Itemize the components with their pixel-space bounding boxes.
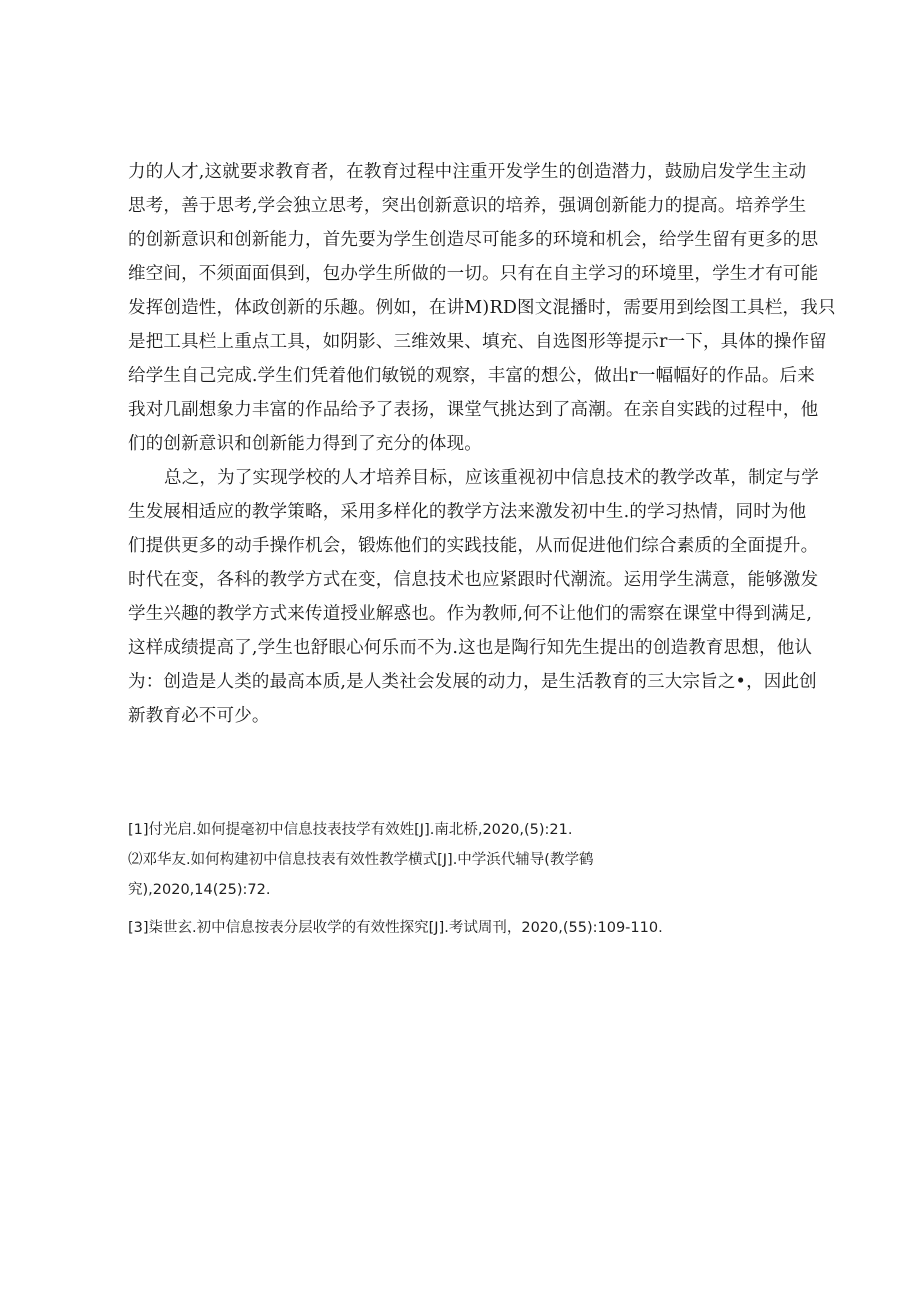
text-line: 学生兴趣的教学方式来传道授业解惑也。作为教师,何不让他们的需察在课堂中得到满足, xyxy=(128,604,813,624)
text-line: 是把工具栏上重点工具，如阴影、三维效果、填充、自选图形等提示r一下，具体的操作留 xyxy=(128,332,827,352)
text-line: 总之，为了实现学校的人才培养目标，应该重视初中信息技术的教学改革，制定与学 xyxy=(164,468,819,488)
text-line: 的创新意识和创新能力，首先要为学生创造尽可能多的环境和机会，给学生留有更多的思 xyxy=(128,230,819,250)
reference-item-2: ⑵邓华友.如何构建初中信息技表有效性教学横式[J].中学浜代辅导(教学鹤 xyxy=(128,852,594,868)
text-line: 我对几副想象力丰富的作品给予了表扬，课堂气挑达到了高潮。在亲自实践的过程中，他 xyxy=(128,400,819,420)
text-line: 发挥创造性，体政创新的乐趣。例如，在讲M)RD图文混播时，需要用到绘图工具栏，我只 xyxy=(128,298,836,318)
text-line: 时代在变，各科的教学方式在变，信息技术也应紧跟时代潮流。运用学生满意，能够激发 xyxy=(128,570,819,590)
text-line: 力的人才,这就要求教育者，在教育过程中注重开发学生的创造潜力，鼓励启发学生主动 xyxy=(128,162,807,182)
reference-item-1: [1]付光启.如何提毫初中信息技表技学有效姓[J].南北桥,2020,(5):21. xyxy=(128,822,573,838)
text-line: 维空间，不须面面俱到，包办学生所做的一切。只有在自主学习的环境里，学生才有可能 xyxy=(128,264,819,284)
text-line: 为：创造是人类的最高本质,是人类社会发展的动力，是生活教育的三大宗旨之•，因此创 xyxy=(128,672,817,692)
text-line: 们的创新意识和创新能力得到了充分的体现。 xyxy=(128,434,482,454)
text-line: 这样成绩提高了,学生也舒眼心何乐而不为.这也是陶行知先生提出的创造教育思想，他认 xyxy=(128,638,813,658)
paragraph-conclusion xyxy=(128,461,819,733)
reference-list xyxy=(128,815,788,943)
text-line: 给学生自己完成.学生们凭着他们敏锐的观察，丰富的想公，做出r一幅幅好的作品。后来 xyxy=(128,366,815,386)
body-text xyxy=(128,155,836,733)
text-line: 们提供更多的动手操作机会，锻炼他们的实践技能，从而促进他们综合素质的全面提升。 xyxy=(128,536,819,556)
reference-item-3: [3]柒世玄.初中信息按表分层收学的有效性探究[J].考试周刊，2020,(55):109-110. xyxy=(128,920,663,936)
text-line: 新教育必不可少。 xyxy=(128,706,270,726)
text-line: 思考，善于思考,学会独立思考，突出创新意识的培养，强调创新能力的提高。培养学生 xyxy=(128,196,807,216)
text-line: 生发展相适应的教学策略，采用多样化的教学方法来激发初中生.的学习热情，同时为他 xyxy=(128,502,807,522)
reference-item-2-continued: 究),2020,14(25):72. xyxy=(128,882,271,898)
paragraph-continued xyxy=(128,155,836,461)
